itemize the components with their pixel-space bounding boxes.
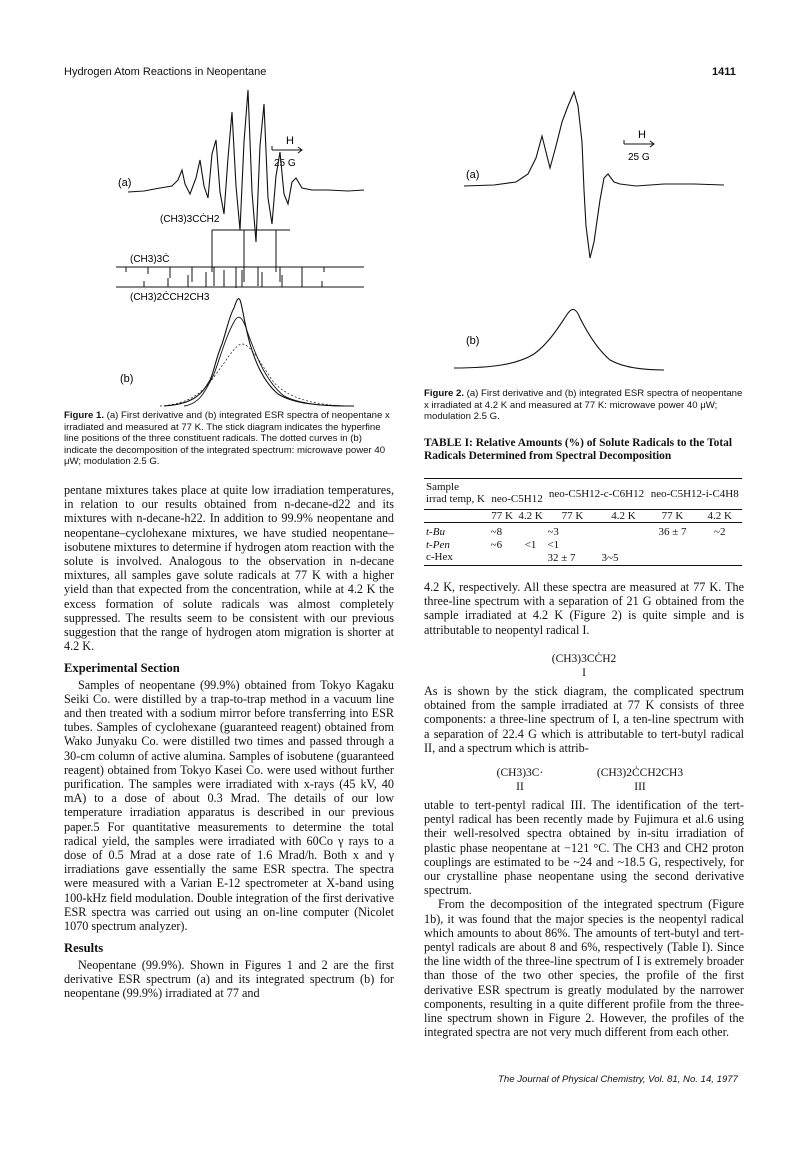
page-number: 1411 [712,66,736,78]
fig1-integrated-spectrum [164,299,354,406]
fig1-field-scale [272,135,302,169]
paragraph: Samples of neopentane (99.9%) obtained from Tokyo Kagaku Seiki Co. were distilled by a trap-to-trap method in a vacuum line and then treated with a sodium mirror before transferring into ESR tubes. Samples of cyclohexane (guaranteed reagent) obtained from Wako Junyaku Co. were distilled two times and passed through a 30-cm column of active alumina. Samples of isobutene (guaranteed reagent) obtained from Tokyo Kasei Co. were used without further purification. The samples were irradiated with x-rays (45 kV, 40 mA) to a dose of about 0.3 Mrad. The details of our low temperature irradiation apparatus is described in our previous paper.5 For quantitative measurements to determine the total radical yield, the samples were irradiated with 60Co γ rays to a dose of 0.5 Mrad at a dose rate of 1.6 Mrad/h. Both x and γ irradiations gave essentially the same ESR spectra. The spectra were measured with a Varian E-12 spectrometer at X-band using 100-kHz field modulation. Double integration of the first derivative ESR spectra was carried out using an on-line computer (Nicolet 1070 spectrum analyzer). [64,677,394,934]
svg-text:25 G: 25 G [274,158,296,169]
fig1-radical-1-label: (CH3)3CĊH2 [160,214,220,225]
structure-radical-3: (CH3)2ĊCH2CH3 III [596,767,684,793]
table-row: t-Pen ~6 <1 <1 [426,538,560,551]
fig1-label-a: (a) [118,177,132,189]
svg-text:H: H [286,135,294,147]
fig1-radical-2-label: (CH3)3Ċ [130,254,170,265]
running-header: Hydrogen Atom Reactions in Neopentane [64,66,267,78]
table-temp: 4.2 K [611,510,636,523]
structure-radical-1: (CH3)3CĊH2 I [551,653,617,679]
table-temp: 4.2 K [518,510,543,523]
figure-1-caption: Figure 1. (a) First derivative and (b) integrated ESR spectra of neopentane x irradiated and measured at 77 K. The stick diagram indicates the hyperfine line positions of the three constituent radicals. The dotted curves in (b) indicate the decomposition of the integrated spectrum: microwave power 40 μW; modulation 2.5 G. [64,410,390,468]
table-1-title: TABLE I: Relative Amounts (%) of Solute Radicals to the Total Radicals Determined from Spectral Decomposition [424,437,732,462]
left-column-text [64,483,394,1000]
structure-radical-2: (CH3)3C· II [496,767,544,793]
svg-text:H: H [638,129,646,141]
paragraph: As is shown by the stick diagram, the complicated spectrum obtained from the sample irradiated at 77 K consists of three components: a three-line spectrum of I, a ten-line spectrum with a separation of 22.4 G which is attributable to tert-butyl radical II, and a spectrum which is attrib- [424,684,744,755]
fig2-integrated-spectrum [454,309,664,370]
figure-1 [64,82,404,412]
fig2-label-a: (a) [466,169,480,181]
table-1 [424,478,742,566]
fig2-label-b: (b) [466,335,480,347]
table-header-col3: neo-C5H12-i-C4H8 [650,488,739,500]
section-heading-results: Results [64,941,104,956]
table-temp: 77 K [561,510,584,523]
journal-footer: The Journal of Physical Chemistry, Vol. 81, No. 14, 1977 [498,1074,738,1085]
paragraph: 4.2 K, respectively. All these spectra are measured at 77 K. The three-line spectrum with a separation of 21 G obtained from the sample irradiated at 4.2 K (Figure 2) is quite simple and is attributable to neopentyl radical I. [424,580,744,637]
fig2-field-scale [624,129,654,163]
right-column-text [424,684,744,755]
paragraph: utable to tert-pentyl radical III. The identification of the tert-pentyl radical has been recently made by Fujimura et al.6 using their well-resolved spectra obtained by in-situ irradiation of plastic phase neopentane at −121 °C. The CH3 and CH2 proton couplings are estimated to be ~24 and ~18.5 G, respectively, for our crystalline phase neopentane using the second derivative spectrum. [424,798,744,898]
table-header-sample: Sample irrad temp, K [426,481,485,506]
paragraph: From the decomposition of the integrated spectrum (Figure 1b), it was found that the major species is the neopentyl radical which amounts to about 86%. The amounts of tert-butyl and tert-pentyl radicals are about 8 and 6%, respectively (Table I). Since the line width of the three-line spectrum of I is extremely broader than those of the two other species, the profile of the first derivative ESR spectrum is greatly modulated by the narrower components, resulting in a quite different profile from the three-line spectrum shown in Figure 2. However, the profiles of the integrated spectra are not very much different from each other. [424,897,744,1040]
table-temp: 77 K [491,510,513,523]
fig1-radical-3-label: (CH3)2ĊCH2CH3 [130,292,210,303]
right-column-text [424,798,744,1039]
table-row: t-Bu ~8 ~3 36 ± 7 ~2 [426,526,726,539]
table-temp: 4.2 K [707,510,732,523]
fig2-derivative-spectrum [464,92,724,258]
figure-2-caption: Figure 2. (a) First derivative and (b) integrated ESR spectra of neopentane x irradiated at 4.2 K and measured at 77 K: microwave power 40 μW; modulation 2.5 G. [424,388,743,423]
figure-2 [424,82,744,392]
svg-text:25 G: 25 G [628,152,650,163]
table-header-col2: neo-C5H12-c-C6H12 [548,488,645,500]
fig1-label-b: (b) [120,373,134,385]
table-row: c-Hex 32 ± 7 3~5 [424,551,742,566]
right-column-text [424,580,744,637]
table-header-col1: neo-C5H12 [491,493,543,505]
section-heading-experimental: Experimental Section [64,661,180,676]
paragraph: pentane mixtures takes place at quite low irradiation temperatures, in relation to our results obtained from n-decane-d22 and its mixtures with n-decane-h22. In addition to 99.9% neopentane and neopentane–cyclohexane mixtures, we have studied neopentane–isobutene mixtures to determine if hydrogen atom reaction with the solute is involved. Analogous to the observation in n-decane mixtures, all samples gave solute radicals at 77 K with a higher yield than that expected from the concentration, while at 4.2 K the excess formation of solute radicals was almost completely suppressed. The results seem to be consistent with our previous suggestion that the range of hydrogen atom migration is shorter at 4.2 K. [64,483,394,654]
table-temp: 77 K [661,510,684,523]
paragraph: Neopentane (99.9%). Shown in Figures 1 and 2 are the first derivative ESR spectrum (a) and its integrated spectrum (b) for neopentane (99.9%) irradiated at 77 and [64,957,394,1000]
